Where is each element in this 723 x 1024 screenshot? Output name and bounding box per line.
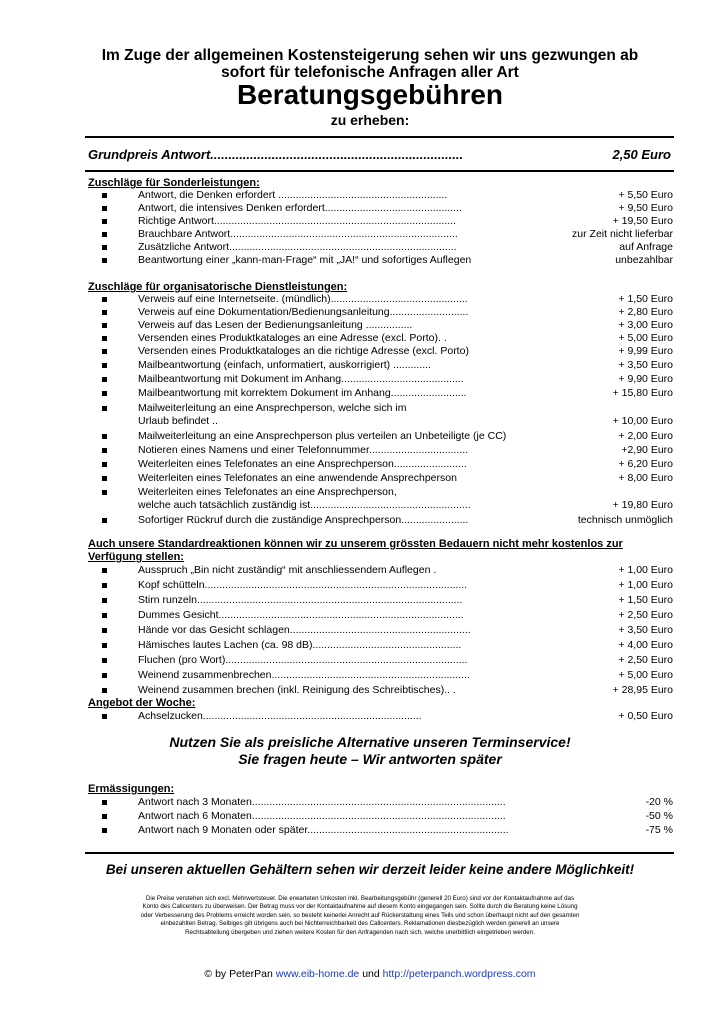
bullet-icon	[102, 363, 107, 368]
intro-text	[90, 47, 650, 81]
top-rule	[85, 136, 674, 138]
list-item	[88, 430, 673, 443]
item-price: technisch unmöglich	[577, 514, 673, 526]
bottom-rule	[85, 852, 674, 854]
bullet-icon	[102, 297, 107, 302]
list-item	[88, 639, 673, 652]
item-label: Beantwortung einer „kann-man-Frage“ mit „JA!“ und sofortiges Auflegen	[138, 254, 472, 266]
item-price: + 1,50 Euro	[618, 594, 673, 606]
bullet-icon	[102, 193, 107, 198]
list-item	[88, 387, 673, 400]
bullet-icon	[102, 814, 107, 819]
bullet-icon	[102, 688, 107, 693]
item-label: Hände vor das Gesicht schlagen..............................................................	[138, 624, 471, 636]
item-price: + 3,00 Euro	[618, 319, 673, 331]
bullet-icon	[102, 310, 107, 315]
list-item	[88, 824, 673, 837]
item-price: + 5,00 Euro	[618, 332, 673, 344]
base-price-label: Grundpreis Antwort......................................................................	[88, 147, 464, 162]
item-price: + 5,00 Euro	[618, 669, 673, 681]
page-title: Beratungsgebühren	[236, 79, 504, 110]
item-label: Weiterleiten eines Telefonates an eine Ansprechperson.........................	[138, 458, 467, 470]
item-price: + 10,00 Euro	[612, 415, 673, 427]
item-price: + 28,95 Euro	[612, 684, 673, 696]
list-item	[88, 345, 673, 358]
bullet-icon	[102, 476, 107, 481]
section-heading-organisatorisch: Zuschläge für organisatorische Dienstleistungen:	[88, 281, 348, 293]
item-price: unbezahlbar	[615, 254, 673, 266]
item-label: Verweis auf eine Dokumentation/Bedienungsanleitung...........................	[138, 306, 469, 318]
bullet-icon	[102, 232, 107, 237]
item-label: Achselzucken...........................................................................	[138, 710, 422, 722]
item-price: + 9,50 Euro	[618, 202, 673, 214]
list-item	[88, 402, 673, 428]
section-heading-standardreaktionen: Auch unsere Standardreaktionen können wir zu unserem grössten Bedauern nicht mehr kostenlos zur Verfügung stellen:	[88, 538, 623, 563]
bullet-icon	[102, 828, 107, 833]
list-item	[88, 810, 673, 823]
intro-line-2: sofort für telefonische Anfragen aller Art	[221, 64, 519, 81]
bullet-icon	[102, 219, 107, 224]
section-heading-ermaessigungen: Ermässigungen:	[88, 783, 175, 795]
item-price: + 5,50 Euro	[618, 189, 673, 201]
item-label: Antwort nach 6 Monaten.......................................................................................	[138, 810, 506, 822]
item-price: zur Zeit nicht lieferbar	[572, 228, 673, 240]
list-item	[88, 609, 673, 622]
item-price: + 2,50 Euro	[618, 609, 673, 621]
list-item	[88, 594, 673, 607]
credit-middle: und	[362, 968, 380, 980]
bullet-icon	[102, 258, 107, 263]
item-label: Fluchen (pro Wort)...................................................................................	[138, 654, 468, 666]
item-label: Mailbeantwortung (einfach, unformatiert, auskorrigiert) .............	[138, 359, 431, 371]
item-price: -50 %	[645, 810, 673, 822]
list-item	[88, 254, 673, 267]
list-item	[88, 373, 673, 386]
bullet-icon	[102, 349, 107, 354]
list-item	[88, 359, 673, 372]
bullet-icon	[102, 391, 107, 396]
item-label: Mailbeantwortung mit Dokument im Anhang..........................................	[138, 373, 464, 385]
item-label: Mailweiterleitung an eine Ansprechperson plus verteilen an Unbeteiligte (je CC)	[138, 430, 507, 442]
item-price: + 2,00 Euro	[618, 430, 673, 442]
list-item	[88, 202, 673, 215]
item-price: + 9,90 Euro	[618, 373, 673, 385]
list-item	[88, 189, 673, 202]
bullet-icon	[102, 245, 107, 250]
item-price: + 1,00 Euro	[618, 564, 673, 576]
item-label: Mailbeantwortung mit korrektem Dokument im Anhang..........................	[138, 387, 467, 399]
item-label: Stirn runzeln...........................................................................................	[138, 594, 463, 606]
item-label: Mailweiterleitung an eine Ansprechperson, welche sich im	[138, 402, 407, 414]
item-label: Verweis auf das Lesen der Bedienungsanleitung ................	[138, 319, 413, 331]
bullet-icon	[102, 406, 107, 411]
bullet-icon	[102, 800, 107, 805]
list-item	[88, 486, 673, 512]
list-item	[88, 444, 673, 457]
list-item	[88, 472, 673, 485]
list-item	[88, 710, 673, 723]
bullet-icon	[102, 714, 107, 719]
list-item	[88, 241, 673, 254]
list-item	[88, 654, 673, 667]
item-price: auf Anfrage	[619, 241, 673, 253]
item-label: Weiterleiten eines Telefonates an eine anwendende Ansprechperson	[138, 472, 457, 484]
item-price: + 6,20 Euro	[618, 458, 673, 470]
item-price: + 2,50 Euro	[618, 654, 673, 666]
list-item	[88, 624, 673, 637]
bullet-icon	[102, 628, 107, 633]
list-item	[88, 669, 673, 682]
bullet-icon	[102, 462, 107, 467]
item-label: Brauchbare Antwort..............................................................................	[138, 228, 458, 240]
item-price: + 4,00 Euro	[618, 639, 673, 651]
bullet-icon	[102, 336, 107, 341]
bullet-icon	[102, 377, 107, 382]
item-price: + 8,00 Euro	[618, 472, 673, 484]
item-label: Weinend zusammen brechen (inkl. Reinigung des Schreibtisches).. .	[138, 684, 456, 696]
credit-line	[90, 968, 650, 981]
item-price: + 1,50 Euro	[618, 293, 673, 305]
item-label: Notieren eines Namens und einer Telefonnummer..................................	[138, 444, 469, 456]
item-price: + 9,99 Euro	[618, 345, 673, 357]
section-heading-angebot: Angebot der Woche:	[88, 697, 196, 709]
intro-line-1: Im Zuge der allgemeinen Kostensteigerung sehen wir uns gezwungen ab	[101, 47, 639, 64]
item-label: Zusätzliche Antwort..............................................................................	[138, 241, 457, 253]
list-item	[88, 458, 673, 471]
item-price: -20 %	[645, 796, 673, 808]
item-label: Sofortiger Rückruf durch die zuständige Ansprechperson.......................	[138, 514, 469, 526]
bullet-icon	[102, 518, 107, 523]
item-label: Dummes Gesicht....................................................................................	[138, 609, 464, 621]
bottom-slogan: Bei unseren aktuellen Gehältern sehen wir derzeit leider keine andere Möglichkeit!	[105, 862, 635, 877]
list-item	[88, 228, 673, 241]
slogan-line-1: Nutzen Sie als preisliche Alternative unseren Terminservice!	[169, 734, 571, 750]
page-subtitle: zu erheben:	[330, 112, 410, 128]
terminservice-slogan	[90, 734, 650, 768]
item-price: + 15,80 Euro	[612, 387, 673, 399]
item-price: + 3,50 Euro	[618, 624, 673, 636]
list-item	[88, 514, 673, 527]
bullet-icon	[102, 583, 107, 588]
bullet-icon	[102, 643, 107, 648]
bullet-icon	[102, 598, 107, 603]
bullet-icon	[102, 448, 107, 453]
item-label: Versenden eines Produktkataloges an eine Adresse (excl. Porto). .	[138, 332, 447, 344]
item-price: + 2,80 Euro	[618, 306, 673, 318]
item-price: +2,90 Euro	[621, 444, 673, 456]
list-item	[88, 796, 673, 809]
list-item	[88, 332, 673, 345]
bullet-icon	[102, 658, 107, 663]
credit-prefix: © by PeterPan	[204, 968, 273, 980]
item-label: Kopf schütteln..........................................................................................	[138, 579, 468, 591]
item-label: Ausspruch „Bin nicht zuständig“ mit anschliessendem Auflegen .	[138, 564, 437, 576]
bullet-icon	[102, 613, 107, 618]
item-label: Hämisches lautes Lachen (ca. 98 dB)...................................................	[138, 639, 462, 651]
item-label: Antwort, die Denken erfordert ..........................................................	[138, 189, 448, 201]
list-item	[88, 306, 673, 319]
item-label: Weinend zusammenbrechen....................................................................	[138, 669, 470, 681]
item-price: + 1,00 Euro	[618, 579, 673, 591]
link-peterpanch[interactable]: http://peterpanch.wordpress.com	[382, 968, 536, 980]
item-price: + 3,50 Euro	[618, 359, 673, 371]
section-heading-sonderleistungen: Zuschläge für Sonderleistungen:	[88, 177, 260, 189]
item-label: Antwort nach 9 Monaten oder später.....................................................................	[138, 824, 509, 836]
item-label-continued: welche auch tatsächlich zuständig ist.......................................................	[138, 499, 471, 511]
list-item	[88, 579, 673, 592]
list-item	[88, 215, 673, 228]
item-price: + 19,50 Euro	[612, 215, 673, 227]
item-label: Antwort nach 3 Monaten.......................................................................................	[138, 796, 506, 808]
item-label: Weiterleiten eines Telefonates an eine Ansprechperson,	[138, 486, 397, 498]
item-label: Versenden eines Produktkataloges an die richtige Adresse (excl. Porto)	[138, 345, 469, 357]
list-item	[88, 293, 673, 306]
bullet-icon	[102, 323, 107, 328]
base-price-value: 2,50 Euro	[612, 147, 671, 162]
item-label: Richtige Antwort...................................................................................	[138, 215, 456, 227]
item-price: -75 %	[645, 824, 673, 836]
item-label-continued: Urlaub befindet ..	[138, 415, 218, 427]
item-label: Verweis auf eine Internetseite. (mündlich)...............................................	[138, 293, 468, 305]
list-item	[88, 684, 673, 697]
bullet-icon	[102, 434, 107, 439]
list-item	[88, 319, 673, 332]
item-price: + 19,80 Euro	[612, 499, 673, 511]
list-item	[88, 564, 673, 577]
link-eib-home[interactable]: www.eib-home.de	[275, 968, 360, 980]
fine-print: Die Preise verstehen sich excl. Mehrwertsteuer. Die erwarteten Unkosten inkl. Bearbeitungsgebühr (generell 20 Euro) sind vor der Kontaktaufnahme auf das Konto des Callcenters zu überweisen. Der Betrag muss vor der Kontaktaufnahme auf diesem Konto eingegangen sein. Sollte durch die Beratung keine Lösung oder Verbesserung des Problems erreicht worden sein, so besteht keinerlei Anrecht auf Rückerstattung eines Teils und schon überhaupt nicht auf den gesamten einbezahlten Betrag. Selbiges gilt übrigens auch bei Nichterreichbarkeit des Callcenters. Reklamationen diesbezüglich werden generell an unsere Rechtsabteilung übergeben und ziehen weitere Kosten für den Anfragenden nach sich, welche unerbittlich eingetrieben werden.	[140, 895, 580, 936]
item-label: Antwort, die intensives Denken erfordert...............................................	[138, 202, 462, 214]
item-price: + 0,50 Euro	[618, 710, 673, 722]
slogan-line-2: Sie fragen heute – Wir antworten später	[238, 751, 502, 767]
bullet-icon	[102, 206, 107, 211]
bullet-icon	[102, 568, 107, 573]
bullet-icon	[102, 673, 107, 678]
base-rule	[85, 170, 674, 172]
bullet-icon	[102, 490, 107, 495]
